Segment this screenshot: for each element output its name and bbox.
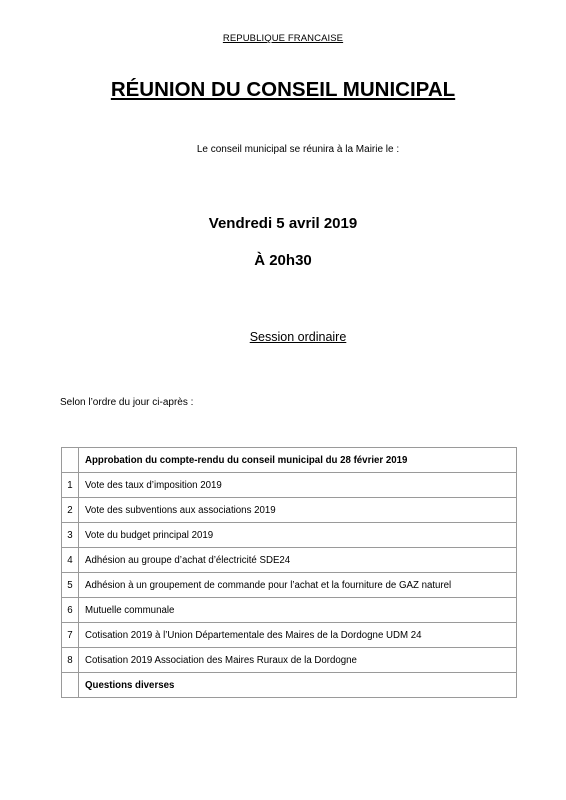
agenda-item-text: Questions diverses [79,673,517,698]
agenda-item-text: Cotisation 2019 à l’Union Départementale des Maires de la Dordogne UDM 24 [79,623,517,648]
agenda-item-number [62,448,79,473]
agenda-item-text: Vote des taux d’imposition 2019 [79,473,517,498]
agenda-item-text: Cotisation 2019 Association des Maires Ruraux de la Dordogne [79,648,517,673]
meeting-date: Vendredi 5 avril 2019 [208,215,358,232]
session-type: Session ordinaire [249,330,347,344]
meeting-intro: Le conseil municipal se réunira à la Mairie le : [196,144,400,155]
agenda-item-number: 3 [62,523,79,548]
agenda-item-text: Mutuelle communale [79,598,517,623]
agenda-item-number: 7 [62,623,79,648]
agenda-row [62,623,517,648]
agenda-row [62,473,517,498]
agenda-item-number: 8 [62,648,79,673]
page-title: RÉUNION DU CONSEIL MUNICIPAL [110,78,456,101]
agenda-row [62,448,517,473]
agenda-item-text: Vote des subventions aux associations 2019 [79,498,517,523]
agenda-intro: Selon l’ordre du jour ci-après : [60,397,194,408]
agenda-row [62,548,517,573]
agenda-item-number [62,673,79,698]
meeting-time: À 20h30 [254,252,312,269]
agenda-row [62,673,517,698]
agenda-item-number: 4 [62,548,79,573]
agenda-row [62,523,517,548]
agenda-item-text: Adhésion à un groupement de commande pour l’achat et la fourniture de GAZ naturel [79,573,517,598]
agenda-row [62,598,517,623]
agenda-row [62,573,517,598]
agenda-item-text: Approbation du compte-rendu du conseil municipal du 28 février 2019 [79,448,517,473]
agenda-table [61,447,517,698]
agenda-item-number: 2 [62,498,79,523]
republic-header: REPUBLIQUE FRANCAISE [222,33,344,44]
agenda-row [62,498,517,523]
agenda-row [62,648,517,673]
agenda-item-text: Adhésion au groupe d’achat d’électricité SDE24 [79,548,517,573]
agenda-item-number: 1 [62,473,79,498]
agenda-item-number: 5 [62,573,79,598]
agenda-item-text: Vote du budget principal 2019 [79,523,517,548]
agenda-item-number: 6 [62,598,79,623]
